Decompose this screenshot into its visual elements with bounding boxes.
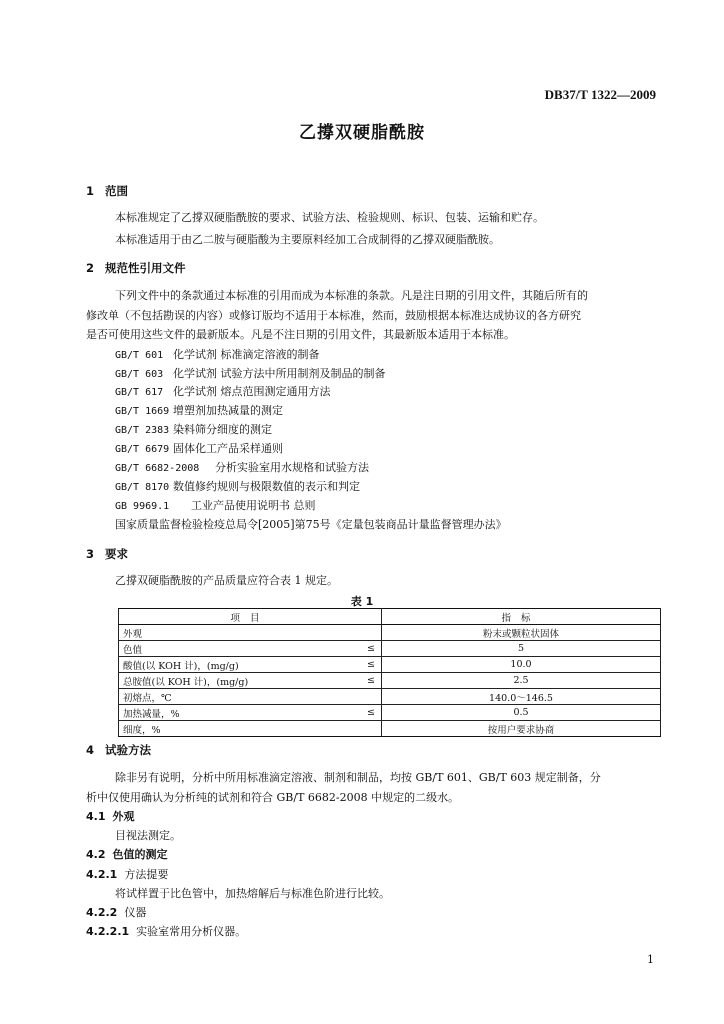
subsection-4-1-heading — [86, 808, 135, 824]
reference-code: GB/T 6679 — [115, 444, 170, 455]
table-row — [119, 625, 661, 641]
reference-title: 化学试剂 熔点范围测定通用方法 — [173, 385, 331, 398]
subsection-title: 色值的测定 — [112, 848, 168, 861]
section-4-heading — [86, 742, 151, 758]
document-title: 乙撐双硬脂酰胺 — [299, 123, 425, 143]
subsection-4-2-2-1 — [86, 923, 246, 939]
table-cell-operator: ≤ — [353, 641, 382, 657]
reference-code: GB/T 601 — [115, 350, 164, 361]
table-caption: 表 1 — [350, 595, 374, 608]
requirements-intro: 乙撐双硬脂酰胺的产品质量应符合表 1 规定。 — [115, 574, 338, 587]
reference-item — [115, 402, 283, 418]
reference-code: GB 9969.1 — [115, 501, 170, 512]
table-cell-operator — [353, 625, 382, 641]
section-title: 范围 — [105, 184, 128, 198]
reference-code: GB/T 6682-2008 — [115, 463, 200, 474]
table-cell-item: 外观 — [119, 625, 354, 641]
table-cell-operator — [353, 721, 382, 737]
table-cell-value: 0.5 — [382, 705, 661, 721]
table-cell-value: 5 — [382, 641, 661, 657]
table-cell-value: 2.5 — [382, 673, 661, 689]
standard-code: DB37/T 1322—2009 — [544, 87, 656, 102]
reference-code: GB/T 1669 — [115, 406, 170, 417]
table-cell-operator: ≤ — [353, 673, 382, 689]
subsection-number: 4.2.1 — [86, 868, 118, 881]
section-number: 1 — [86, 184, 95, 198]
reference-title: 固体化工产品采样通则 — [173, 442, 283, 455]
reference-code: GB/T 2383 — [115, 425, 170, 436]
table-row — [119, 673, 661, 689]
reference-code: GB/T 617 — [115, 387, 164, 398]
references-intro-line-3: 是否可使用这些文件的最新版本。凡是不注日期的引用文件，其最新版本适用于本标准。 — [86, 328, 515, 341]
subsection-title: 仪器 — [124, 906, 147, 919]
table-cell-operator: ≤ — [353, 657, 382, 673]
table-cell-item: 初熔点，℃ — [119, 689, 354, 705]
table-header-spec: 指标 — [382, 609, 661, 625]
reference-title: 工业产品使用说明书 总则 — [191, 499, 316, 512]
section-number: 3 — [86, 547, 95, 561]
subsection-number: 4.2 — [86, 848, 106, 861]
reference-code: GB/T 8170 — [115, 482, 170, 493]
section-title: 要求 — [105, 547, 128, 561]
references-intro-line-2: 修改单（不包括勘误的内容）或修订版均不适用于本标准，然而，鼓励根据本标准达成协议的各方研究 — [86, 309, 581, 322]
table-row — [119, 689, 661, 705]
page-number: 1 — [647, 953, 654, 966]
table-cell-value: 10.0 — [382, 657, 661, 673]
reference-title: 化学试剂 标准滴定溶液的制备 — [173, 348, 320, 361]
scope-paragraph-2: 本标准适用于由乙二胺与硬脂酸为主要原料经加工合成制得的乙撐双硬脂酰胺。 — [115, 233, 500, 246]
section-number: 2 — [86, 261, 95, 275]
table-cell-item: 细度，% — [119, 721, 354, 737]
subsection-title: 外观 — [112, 810, 135, 823]
reference-item — [115, 346, 320, 362]
reference-title: 染料筛分细度的测定 — [173, 423, 272, 436]
table-header-item: 项目 — [119, 609, 382, 625]
section-3-heading — [86, 546, 128, 562]
reference-item — [115, 383, 331, 399]
section-number: 4 — [86, 743, 95, 757]
table-row — [119, 705, 661, 721]
test-method-line-1: 除非另有说明，分析中所用标准滴定溶液、制剂和制品，均按 GB/T 601、GB/T 603 规定制备，分 — [115, 771, 601, 784]
table-cell-value: 按用户要求协商 — [382, 721, 661, 737]
section-1-heading — [86, 183, 128, 199]
table-row — [119, 657, 661, 673]
reference-item — [115, 497, 316, 513]
reference-title: 分析实验室用水规格和试验方法 — [215, 461, 369, 474]
reference-item — [115, 440, 283, 456]
table-cell-item: 色值 — [119, 641, 354, 657]
table-cell-value: 140.0～146.5 — [382, 689, 661, 705]
table-cell-value: 粉末或颗粒状固体 — [382, 625, 661, 641]
reference-code: GB/T 603 — [115, 369, 164, 380]
subsection-number: 4.2.2.1 — [86, 925, 130, 938]
reference-item — [115, 478, 360, 494]
table-header-row — [119, 609, 661, 625]
section-title: 试验方法 — [105, 743, 151, 757]
reference-decree: 国家质量监督检验检疫总局令[2005]第75号《定量包装商品计量监督管理办法》 — [115, 518, 507, 531]
quality-spec-table — [118, 608, 661, 737]
scope-paragraph-1: 本标准规定了乙撐双硬脂酰胺的要求、试验方法、检验规则、标识、包装、运输和贮存。 — [115, 211, 544, 224]
table-row — [119, 721, 661, 737]
reference-title: 化学试剂 试验方法中所用制剂及制品的制备 — [173, 367, 386, 380]
subsection-4-2-1-heading — [86, 866, 168, 882]
reference-item — [115, 365, 386, 381]
reference-item — [115, 459, 369, 475]
subsection-title: 方法提要 — [124, 868, 169, 881]
instrument-text: 实验室常用分析仪器。 — [136, 925, 247, 938]
subsection-number: 4.1 — [86, 810, 106, 823]
method-summary-text: 将试样置于比色管中，加热熔解后与标准色阶进行比较。 — [115, 887, 390, 900]
reference-title: 数值修约规则与极限数值的表示和判定 — [173, 480, 360, 493]
section-title: 规范性引用文件 — [105, 261, 186, 275]
section-2-heading — [86, 260, 186, 276]
table-cell-item: 酸值(以 KOH 计)，(mg/g) — [119, 657, 354, 673]
subsection-4-2-heading — [86, 846, 168, 862]
table-cell-item: 总胺值(以 KOH 计)，(mg/g) — [119, 673, 354, 689]
table-row — [119, 641, 661, 657]
table-cell-operator — [353, 689, 382, 705]
test-method-line-2: 析中仅使用确认为分析纯的试剂和符合 GB/T 6682-2008 中规定的二级水。 — [86, 791, 460, 804]
reference-item — [115, 421, 272, 437]
subsection-number: 4.2.2 — [86, 906, 118, 919]
subsection-4-2-2-heading — [86, 904, 146, 920]
references-intro-line-1: 下列文件中的条款通过本标准的引用而成为本标准的条款。凡是注日期的引用文件，其随后所有的 — [115, 289, 588, 302]
table-cell-item: 加热减量，% — [119, 705, 354, 721]
table-cell-operator: ≤ — [353, 705, 382, 721]
reference-title: 增塑剂加热减量的测定 — [173, 404, 283, 417]
appearance-method-text: 目视法测定。 — [115, 829, 181, 842]
